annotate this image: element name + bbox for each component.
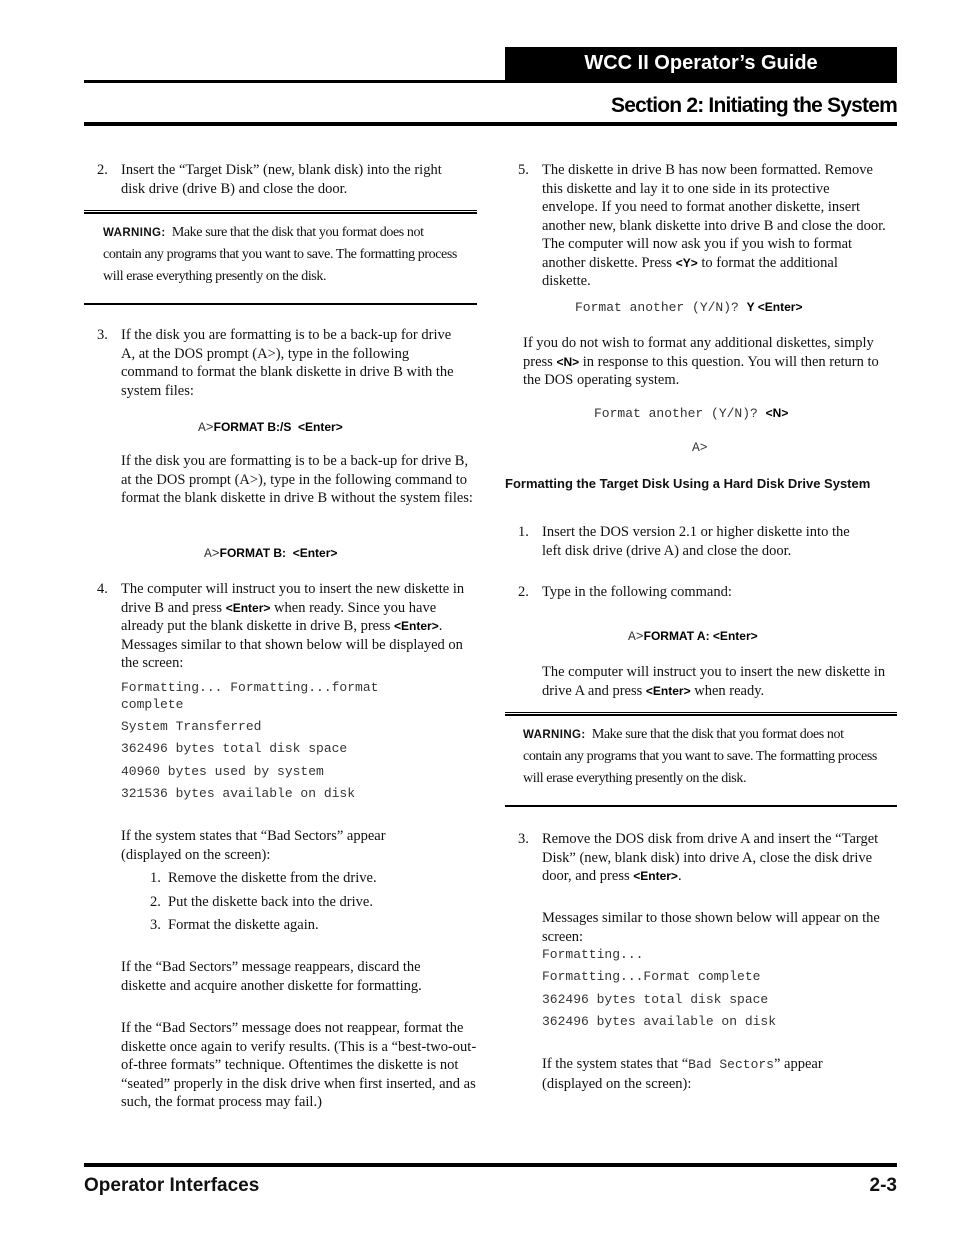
sub-step-number: 3. — [150, 917, 161, 933]
key-y-enter: Y <Enter> — [746, 300, 803, 314]
key-n: <N> — [765, 406, 789, 420]
warning-text: Make sure that the disk that you format does not contain any programs that you want to save. The formatting process will erase everything presently on the disk. — [523, 727, 877, 786]
messages-intro: Messages similar to those shown below will appear on the screen: — [542, 910, 880, 945]
hd-step-2-text: Type in the following command: — [542, 584, 732, 600]
guide-title-banner: WCC II Operator’s Guide — [505, 47, 897, 82]
warning-box — [523, 724, 883, 790]
footer-rule — [84, 1163, 897, 1167]
step-number: 4. — [97, 581, 108, 597]
step-number: 5. — [518, 162, 529, 178]
dos-prompt: A> — [692, 440, 708, 455]
step-3-text-2: If the disk you are formatting is to be a back-up for drive B, at the DOS prompt (A>), type in the following command to format the blank diskette in drive B without the system files: — [121, 453, 473, 506]
key-n: <N> — [556, 354, 580, 369]
sub-step-text: Format the diskette again. — [168, 917, 319, 933]
key-enter: <Enter> — [225, 600, 271, 615]
header-rule — [84, 80, 897, 83]
key-y: <Y> — [675, 255, 698, 270]
sub-step-number: 2. — [150, 894, 161, 910]
subsection-heading: Formatting the Target Disk Using a Hard Disk Drive System — [505, 476, 871, 491]
bad-sectors-intro: If the system states that “Bad Sectors” appear (displayed on the screen): — [542, 1056, 823, 1092]
screen-output-line: 40960 bytes used by system — [121, 764, 324, 779]
sub-step-number: 1. — [150, 870, 161, 886]
format-another-prompt: Format another (Y/N)? <N> — [594, 406, 789, 421]
page-number: 2-3 — [869, 1175, 897, 1196]
warning-rule-top — [84, 210, 477, 214]
step-number: 1. — [518, 524, 529, 540]
footer-chapter-title: Operator Interfaces — [84, 1175, 260, 1196]
hd-step-1-text: Insert the DOS version 2.1 or higher diskette into the left disk drive (drive A) and close the door. — [542, 524, 850, 559]
dos-prompt: A> — [204, 546, 220, 561]
dos-prompt: A> — [628, 629, 644, 644]
hd-step-3-text: Remove the DOS disk from drive A and insert the “Target Disk” (new, blank disk) into drive A, close the disk drive door, and press <Enter>. — [542, 831, 879, 884]
command-line — [628, 627, 758, 645]
section-title: Section 2: Initiating the System — [611, 94, 897, 117]
key-enter: <Enter> — [394, 619, 439, 633]
warning-rule-bottom — [505, 805, 897, 807]
screen-output-line: 362496 bytes available on disk — [542, 1014, 777, 1029]
step-4-text: The computer will instruct you to insert the new diskette in drive B and press <Enter> when ready. Since you have already put the blank diskette in drive B, press <Enter>. Messages similar to that shown below will be displayed on the screen: — [121, 581, 465, 671]
warning-rule-top — [505, 712, 897, 716]
format-command: FORMAT B: <Enter> — [219, 546, 338, 560]
step-5-text: The diskette in drive B has now been formatted. Remove this diskette and lay it to one side in its protective envelope. If you need to format another diskette, insert another new, blank diskette into drive B and close the door. The computer will now ask you if you wish to format another diskette. Press <Y> to format the additional diskette. — [542, 162, 886, 289]
screen-output-line: Formatting...Format complete — [542, 969, 761, 984]
sub-step-text: Remove the diskette from the drive. — [168, 870, 377, 886]
key-enter: <Enter> — [633, 869, 678, 883]
screen-output-line: 362496 bytes total disk space — [121, 741, 348, 756]
step-3-text: If the disk you are formatting is to be a back-up for drive A, at the DOS prompt (A>), type in the following command to format the blank diskette in drive B with the system files: — [121, 327, 454, 399]
no-more-diskettes-text: If you do not wish to format any additional diskettes, simply press <N> in response to this question. You will then return to the DOS operating system. — [523, 335, 879, 388]
screen-output-line: 321536 bytes available on disk — [121, 786, 356, 801]
warning-label: WARNING: — [103, 227, 166, 239]
step-number: 2. — [518, 584, 529, 600]
hd-step-2-instruction: The computer will instruct you to insert the new diskette in drive A and press <Enter> when ready. — [542, 664, 886, 699]
warning-rule-bottom — [84, 303, 477, 305]
format-command: FORMAT A: <Enter> — [643, 629, 758, 643]
command-line — [204, 544, 337, 562]
dos-prompt: A> — [198, 420, 214, 435]
screen-output-line: Formatting... Formatting...format complete — [121, 680, 379, 712]
step-number: 3. — [97, 327, 108, 343]
screen-output-line: 362496 bytes total disk space — [542, 992, 769, 1007]
section-rule — [84, 122, 897, 126]
bad-sectors-not-reappear: If the “Bad Sectors” message does not reappear, format the diskette once again to verify results. (This is a “best-two-out-of-three formats” technique. Oftentimes the diskette is not “seated” properly in the disk drive when first inserted, and as such, the format process may fail.) — [121, 1020, 477, 1110]
step-2-text: Insert the “Target Disk” (new, blank disk) into the right disk drive (drive B) and close the door. — [121, 162, 442, 197]
key-enter: <Enter> — [645, 683, 691, 698]
screen-output-line: Formatting... — [542, 947, 644, 962]
warning-text: Make sure that the disk that you format does not contain any programs that you want to save. The formatting process will erase everything presently on the disk. — [103, 225, 457, 284]
bad-sectors-intro: If the system states that “Bad Sectors” appear (displayed on the screen): — [121, 828, 386, 863]
step-number: 2. — [97, 162, 108, 178]
step-number: 3. — [518, 831, 529, 847]
screen-output-line: System Transferred — [121, 719, 262, 734]
format-command: FORMAT B:/S <Enter> — [213, 420, 343, 434]
warning-label: WARNING: — [523, 729, 586, 741]
bad-sectors-reappears: If the “Bad Sectors” message reappears, discard the diskette and acquire another diskette for formatting. — [121, 959, 422, 994]
warning-box — [103, 222, 463, 288]
format-another-prompt: Format another (Y/N)? Y <Enter> — [575, 300, 803, 315]
sub-step-text: Put the diskette back into the drive. — [168, 894, 373, 910]
command-line — [198, 418, 343, 436]
